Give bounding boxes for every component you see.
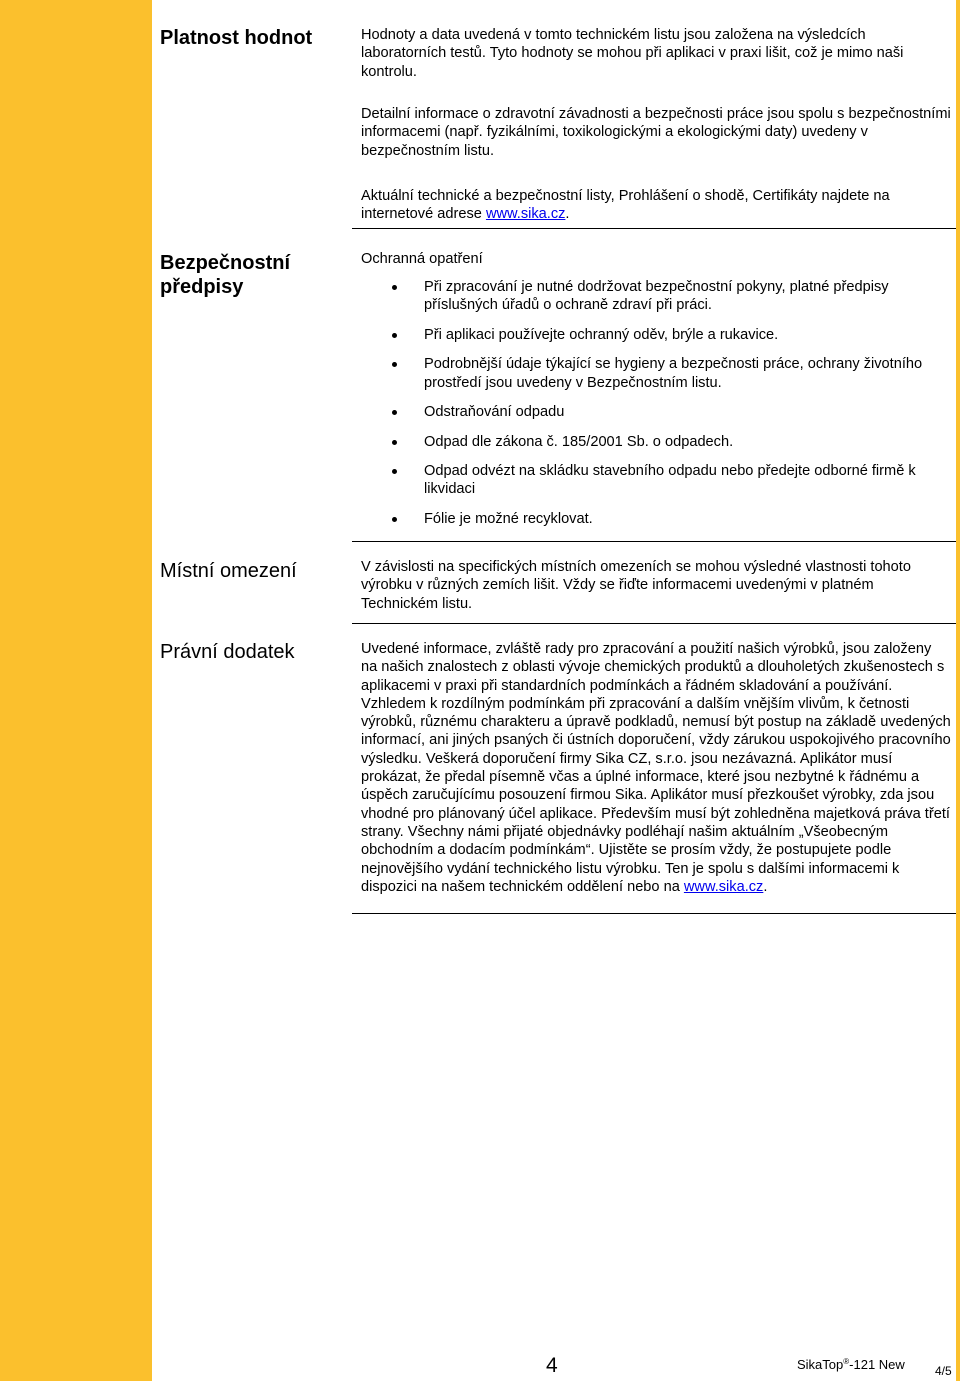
bullet-dot-icon bbox=[392, 410, 397, 415]
list-item-text: Odpad dle zákona č. 185/2001 Sb. o odpadech. bbox=[424, 433, 734, 450]
bullet-dot-icon bbox=[392, 333, 397, 338]
product-name: SikaTop bbox=[797, 1357, 844, 1372]
section-divider bbox=[352, 623, 956, 624]
list-item-text: Při aplikaci používejte ochranný oděv, brýle a rukavice. bbox=[424, 326, 779, 343]
bullet-dot-icon bbox=[392, 440, 397, 445]
bullet-dot-icon bbox=[392, 517, 397, 522]
registered-mark: ® bbox=[843, 1357, 850, 1366]
list-item bbox=[361, 403, 951, 421]
list-item bbox=[361, 326, 951, 344]
list-item bbox=[361, 462, 951, 499]
list-item bbox=[361, 433, 951, 451]
section-divider bbox=[352, 541, 956, 542]
validity-paragraph-2: Detailní informace o zdravotní závadnosti a bezpečnosti práce jsou spolu s bezpečnostními informacemi (např. fyzikálními, toxikologickými a ekologickými daty) uvedeny v bezpečnostním listu. bbox=[361, 106, 951, 159]
section-title-local: Místní omezení bbox=[160, 560, 297, 582]
validity-paragraph-3 bbox=[361, 187, 951, 224]
product-suffix: -121 New bbox=[849, 1357, 905, 1372]
validity-paragraph-3-text: Aktuální technické a bezpečnostní listy, Prohlášení o shodě, Certifikáty najdete na internetové adrese bbox=[361, 188, 890, 223]
bullet-dot-icon bbox=[392, 362, 397, 367]
local-paragraph: V závislosti na specifických místních omezeních se mohou výsledné vlastnosti tohoto výrobku v různých zemích lišit. Vždy se řiďte informacemi uvedenými v platném Technickém listu. bbox=[361, 559, 911, 612]
list-item bbox=[361, 355, 951, 392]
list-item-text: Podrobnější údaje týkající se hygieny a bezpečnosti práce, ochrany životního prostředí jsou uvedeny v Bezpečnostním listu. bbox=[424, 356, 923, 391]
list-item bbox=[361, 278, 951, 315]
footer-page-number: 4 bbox=[546, 1354, 558, 1377]
right-accent-bar bbox=[956, 0, 960, 1381]
safety-bullet-list bbox=[361, 278, 951, 539]
legal-paragraph-text: Uvedené informace, zvláště rady pro zpracování a použití našich výrobků, jsou založeny na našich znalostech z oblasti vývoje chemických produktů a dlouholetých zkušenostech s aplikacemi v praxi při standardních podmínkách a řádném skladování a používání. Vzhledem k rozdílným podmínkám při zpracování a dalším vnějším vlivům, k četnosti výrobků, různému charakteru a úpravě podkladů, nemusí být postup na základě uvedených informací, ani jiných psaných či ústních doporučení, vždy zárukou uspokojivého pracovního výsledku. Veškerá doporučení firmy Sika CZ, s.r.o. jsou nezávazná. Aplikátor musí prokázat, že předal písemně včas a úplné informace, které jsou nezbytné k řádnému a úspěch zaručujícímu posouzení firmou Sika. Aplikátor musí přezkoušet výrobky, zda jsou vhodné pro plánovaný účel aplikace. Především musí být zohledněna majetková práva třetí strany. Všechny námi přijaté objednávky podléhají našim aktuálním „Všeobecným obchodním a dodacím podmínkám“. Ujistěte se prosím vždy, že postupujete podle nejnovějšího vydání technického listu výrobku. Ten je spolu s dalšími informacemi k dispozici na našem technickém oddělení nebo na bbox=[361, 641, 951, 895]
footer-product-name bbox=[797, 1357, 905, 1373]
validity-paragraph-3-end: . bbox=[565, 206, 570, 223]
list-item bbox=[361, 510, 951, 528]
bullet-dot-icon bbox=[392, 285, 397, 290]
section-divider bbox=[352, 228, 956, 229]
list-item-text: Při zpracování je nutné dodržovat bezpečnostní pokyny, platné předpisy příslušných úřadů o ochraně zdraví při práci. bbox=[424, 279, 889, 314]
legal-paragraph-end: . bbox=[763, 878, 768, 895]
sika-website-link[interactable]: www.sika.cz bbox=[485, 206, 566, 223]
bullet-dot-icon bbox=[392, 469, 397, 474]
list-item-text: Fólie je možné recyklovat. bbox=[424, 510, 593, 527]
footer-page-count: 4/5 bbox=[935, 1364, 952, 1378]
section-divider bbox=[352, 913, 956, 914]
list-item-text: Odpad odvézt na skládku stavebního odpadu nebo předejte odborné firmě k likvidaci bbox=[424, 463, 916, 498]
safety-subheading: Ochranná opatření bbox=[361, 251, 483, 267]
section-title-legal: Právní dodatek bbox=[160, 641, 295, 663]
legal-paragraph bbox=[361, 640, 951, 896]
safety-title-line-2: předpisy bbox=[160, 276, 244, 298]
section-title-safety bbox=[160, 251, 345, 299]
left-accent-bar bbox=[0, 0, 152, 1381]
label-column bbox=[152, 0, 349, 916]
sika-website-link[interactable]: www.sika.cz bbox=[683, 878, 764, 895]
section-title-validity: Platnost hodnot bbox=[160, 27, 313, 49]
validity-paragraph-1: Hodnoty a data uvedená v tomto technickém listu jsou založena na výsledcích laboratorních testů. Tyto hodnoty se mohou při aplikaci v praxi lišit, což je mimo naši kontrolu. bbox=[361, 27, 904, 80]
list-item-text: Odstraňování odpadu bbox=[424, 404, 565, 421]
safety-title-line-1: Bezpečnostní bbox=[160, 252, 291, 274]
